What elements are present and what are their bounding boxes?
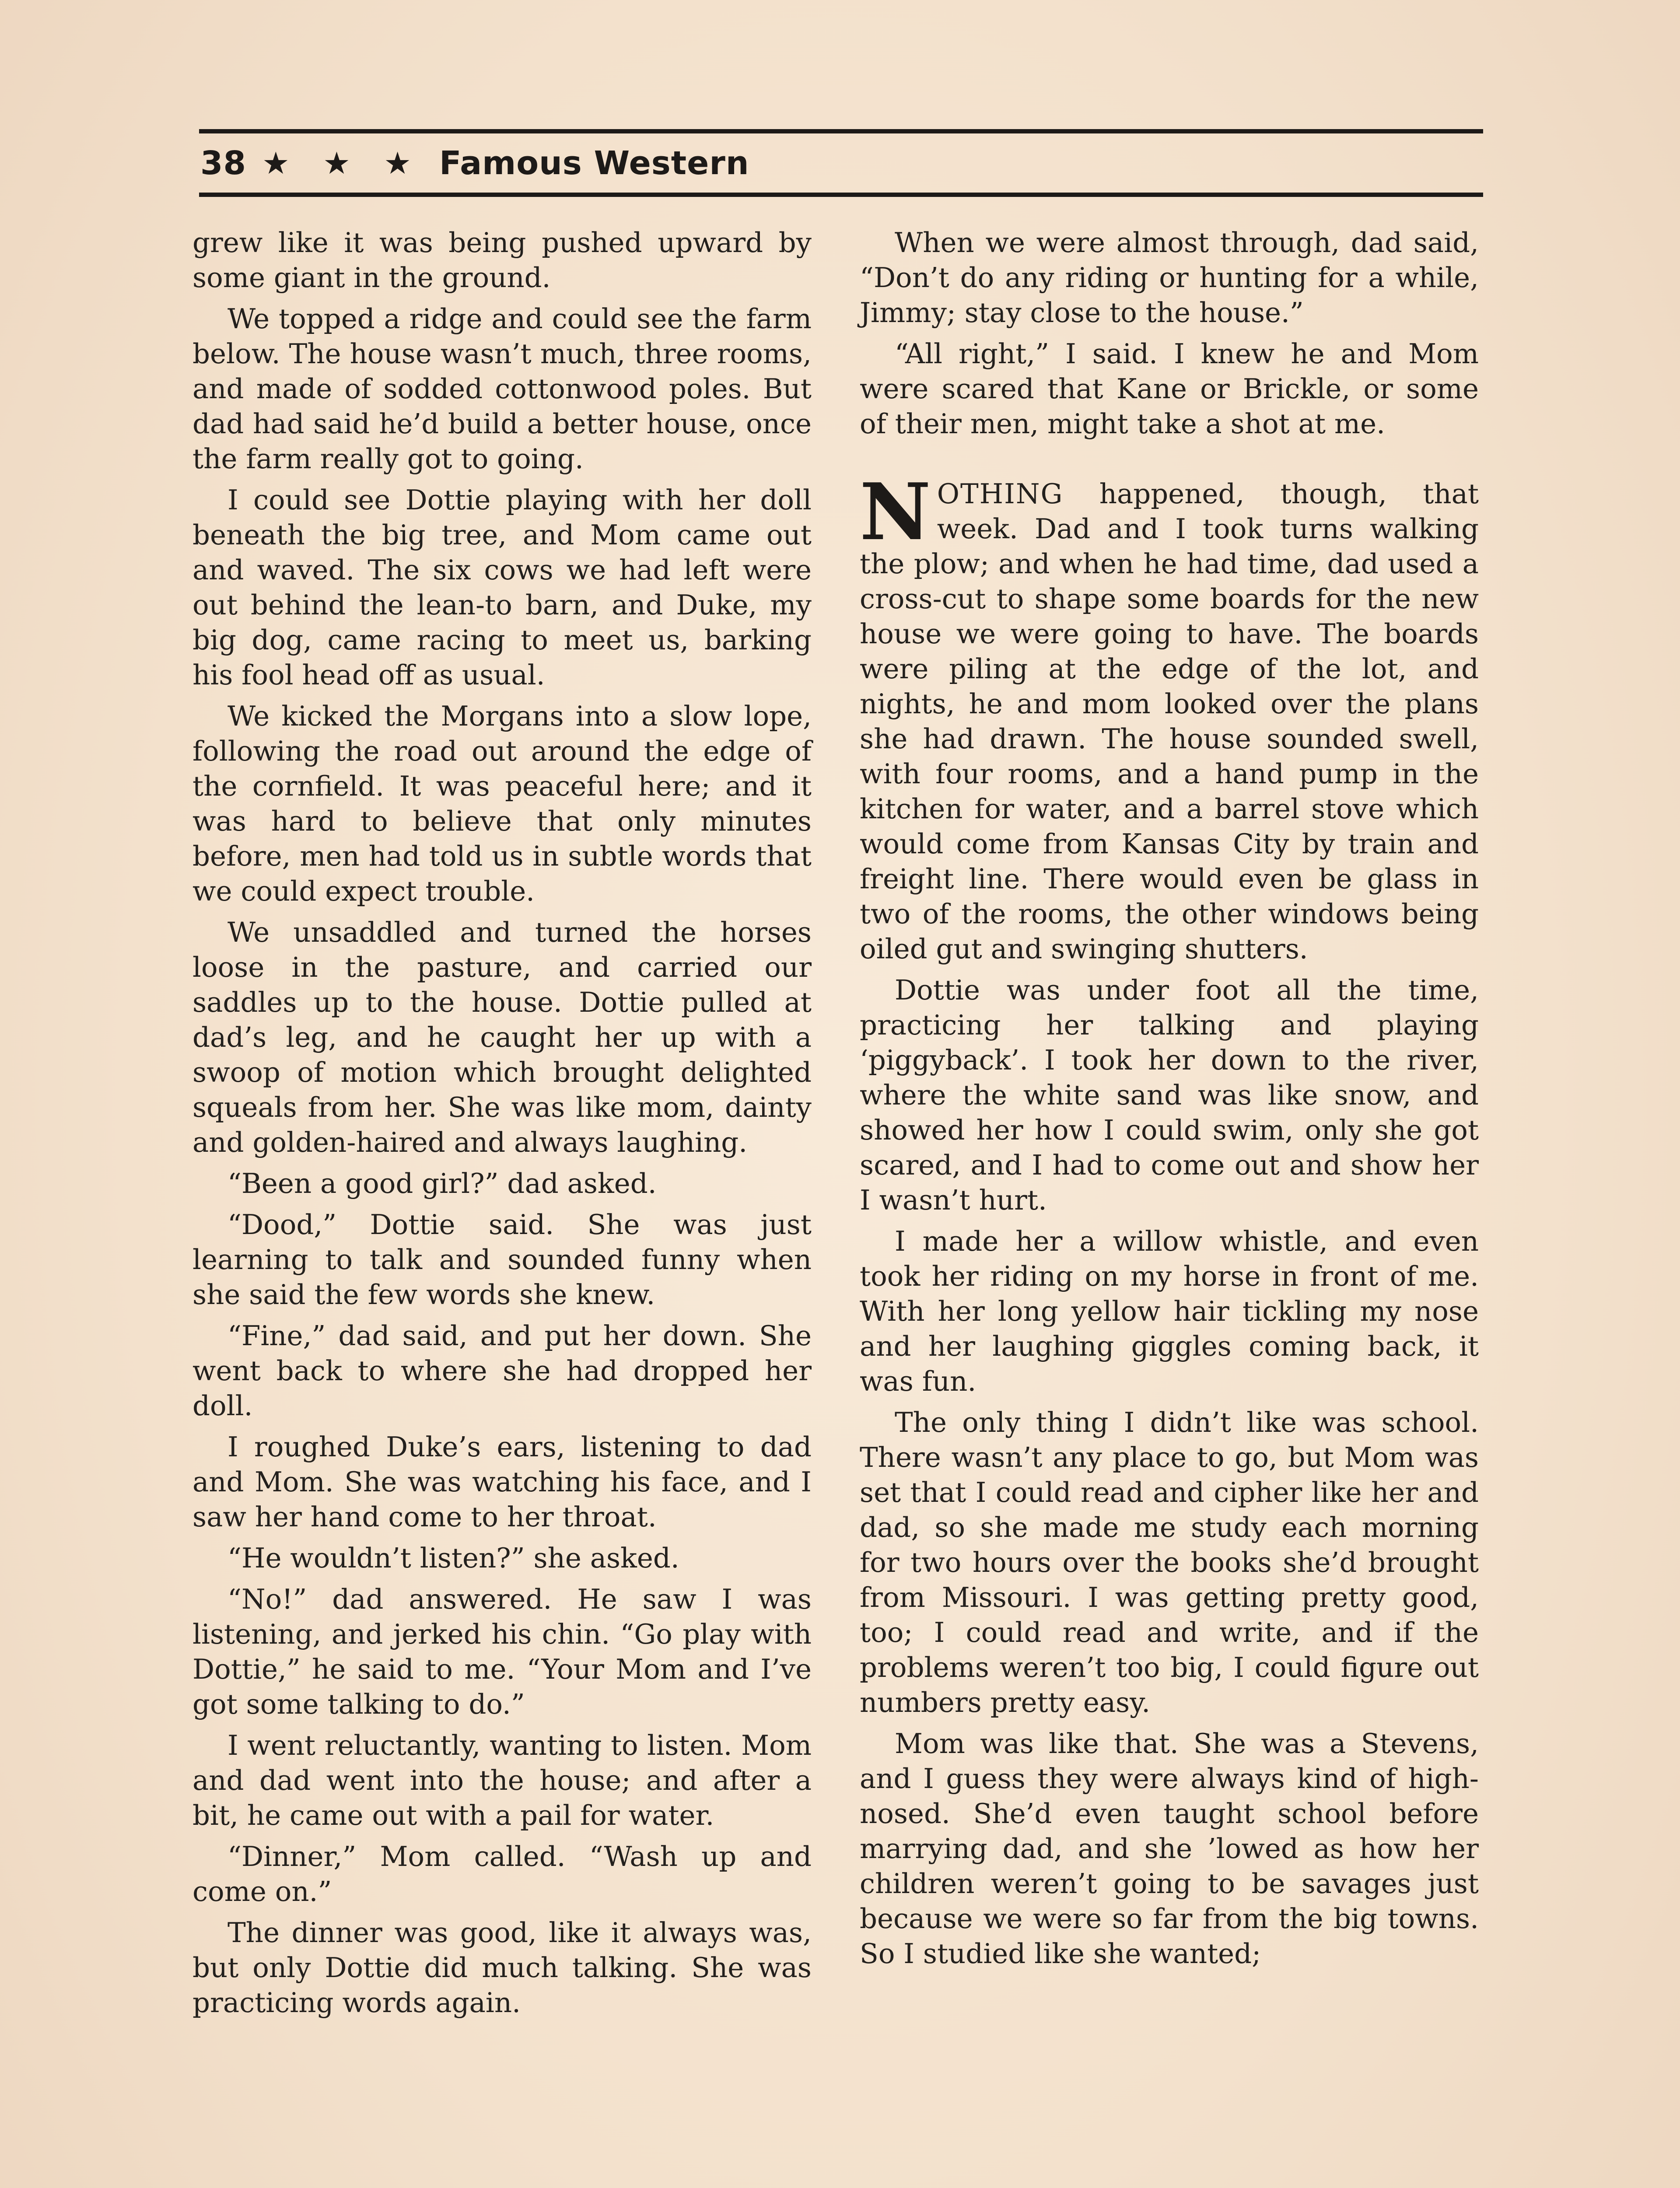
header-top-rule	[199, 129, 1483, 133]
section-text: happened, though, that week. Dad and I took turns walking the plow; and when he had time, dad used a cross-cut to shape some boards for the new house we were going to have. The boards were piling at the edge of the lot, and nights, he and mom looked over the plans she had drawn. The house sounded swell, with four rooms, and a hand pump in the kitchen for water, and a barrel stove which would come from Kansas City by train and freight line. There would even be glass in two of the rooms, the other windows being oiled gut and swinging shutters.	[860, 478, 1479, 965]
paragraph: “Fine,” dad said, and put her down. She went back to where she had dropped her doll.	[192, 1320, 812, 1422]
paragraph: I went reluctantly, wanting to listen. Mom and dad went into the house; and after a bit, he came out with a pail for water.	[192, 1729, 812, 1831]
paragraph: We kicked the Morgans into a slow lope, following the road out around the edge of the cornfield. It was peaceful here; and it was hard to believe that only minutes before, men had told us in subtle words that we could expect trouble.	[192, 700, 812, 907]
paragraph: “Been a good girl?” dad asked.	[228, 1168, 657, 1199]
right-column	[860, 225, 1479, 1978]
section-opening-paragraph	[860, 466, 1479, 967]
paragraph: The only thing I didn’t like was school. There wasn’t any place to go, but Mom was set that I could read and cipher like her and dad, so she made me study each morning for two hours over the books she’d brought from Missouri. I was getting pretty good, too; I could read and write, and if the problems weren’t too big, I could figure out numbers pretty easy.	[860, 1406, 1479, 1718]
paragraph: grew like it was being pushed upward by some giant in the ground.	[192, 227, 812, 294]
paragraph: I could see Dottie playing with her doll beneath the big tree, and Mom came out and waved. The six cows we had left were out behind the lean-to barn, and Duke, my big dog, came racing to meet us, barking his fool head off as usual.	[192, 484, 812, 691]
running-header	[200, 139, 749, 187]
paragraph: “Dood,” Dottie said. She was just learning to talk and sounded funny when she said the few words she knew.	[192, 1209, 812, 1311]
paragraph: The dinner was good, like it always was, but only Dottie did much talking. She was practicing words again.	[192, 1917, 812, 2019]
paragraph: I roughed Duke’s ears, listening to dad and Mom. She was watching his face, and I saw her hand come to her throat.	[192, 1431, 812, 1533]
star-ornaments: ★ ★ ★	[262, 145, 423, 181]
paragraph: “No!” dad answered. He saw I was listening, and jerked his chin. “Go play with Dottie,” he said to me. “Your Mom and I’ve got some talking to do.”	[192, 1583, 812, 1720]
paragraph: When we were almost through, dad said, “Don’t do any riding or hunting for a while, Jimmy; stay close to the house.”	[860, 227, 1479, 329]
paragraph: We unsaddled and turned the horses loose in the pasture, and carried our saddles up to the house. Dottie pulled at dad’s leg, and he caught her up with a swoop of motion which brought delighted squeals from her. She was like mom, dainty and golden-haired and always laughing.	[192, 916, 812, 1158]
paragraph: “Dinner,” Mom called. “Wash up and come on.”	[192, 1841, 812, 1907]
header-bottom-rule	[199, 193, 1483, 197]
paragraph: I made her a willow whistle, and even took her riding on my horse in front of me. With her long yellow hair tickling my nose and her laughing giggles coming back, it was fun.	[860, 1225, 1479, 1397]
paragraph: Mom was like that. She was a Stevens, and I guess they were always kind of high-nosed. She’d even taught school before marrying dad, and she ’lowed as how her children weren’t going to be savages just because we were so far from the big towns. So I studied like she wanted;	[860, 1728, 1479, 1970]
paragraph: “All right,” I said. I knew he and Mom were scared that Kane or Brickle, or some of their men, might take a shot at me.	[860, 338, 1479, 440]
magazine-title: Famous Western	[439, 144, 749, 182]
lead-in-caps: OTHING	[937, 478, 1064, 510]
paragraph: Dottie was under foot all the time, practicing her talking and playing ‘piggyback’. I took her down to the river, where the white sand was like snow, and showed her how I could swim, only she got scared, and I had to come out and show her I wasn’t hurt.	[860, 974, 1479, 1216]
left-column	[192, 225, 812, 2027]
paragraph: “He wouldn’t listen?” she asked.	[228, 1542, 679, 1574]
paragraph: We topped a ridge and could see the farm below. The house wasn’t much, three rooms, and made of sodded cottonwood poles. But dad had said he’d build a better house, once the farm really got to going.	[192, 303, 812, 475]
page-number: 38	[200, 144, 246, 182]
drop-cap: N	[860, 466, 931, 558]
